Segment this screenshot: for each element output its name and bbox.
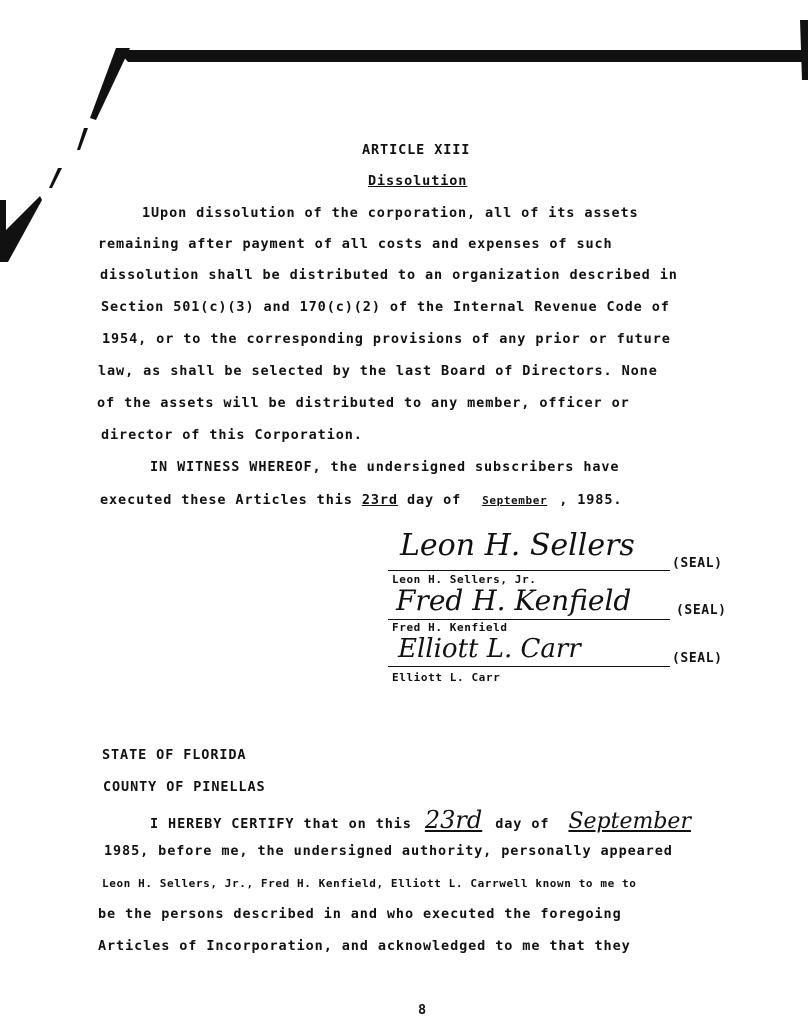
witness-month: September: [482, 494, 548, 507]
witness-day-of: day of: [406, 492, 462, 508]
signer-name: Elliott L. Carr: [392, 671, 501, 684]
signature-script: Fred H. Kenfield: [396, 584, 632, 617]
witness-date-line: [100, 492, 622, 509]
witness-day: 23rd: [361, 492, 398, 508]
signer-name: Fred H. Kenfield: [392, 621, 508, 634]
notary-line: 1985, before me, the undersigned authority, personally appeared: [104, 843, 673, 859]
signature-line: [388, 570, 670, 571]
notary-certify-line: [150, 806, 701, 834]
body-line: director of this Corporation.: [101, 427, 363, 443]
body-line: remaining after payment of all costs and expenses of such: [98, 236, 613, 252]
certify-day-of: day of: [495, 816, 550, 832]
signer-name: Leon H. Sellers, Jr.: [392, 573, 537, 586]
body-line: dissolution shall be distributed to an organization described in: [100, 267, 678, 283]
witness-year: , 1985.: [559, 492, 623, 508]
witness-prefix: executed these Articles this: [100, 492, 353, 508]
seal-label: (SEAL): [676, 603, 727, 618]
signature-line: [388, 666, 670, 667]
notary-line: be the persons described in and who executed the foregoing: [98, 906, 622, 922]
page-number: 8: [418, 1002, 428, 1018]
body-line: of the assets will be distributed to any member, officer or: [97, 395, 630, 411]
notary-state: STATE OF FLORIDA: [102, 747, 247, 763]
witness-line: IN WITNESS WHEREOF, the undersigned subscribers have: [150, 459, 620, 475]
body-line: 1Upon dissolution of the corporation, all of its assets: [142, 205, 639, 221]
body-line: Section 501(c)(3) and 170(c)(2) of the Internal Revenue Code of: [101, 299, 670, 315]
notary-county: COUNTY OF PINELLAS: [103, 779, 266, 795]
certify-month: September: [568, 809, 691, 834]
signature-script: Leon H. Sellers: [400, 528, 635, 563]
seal-label: (SEAL): [672, 651, 723, 666]
signature-script: Elliott L. Carr: [398, 634, 581, 664]
body-line: 1954, or to the corresponding provisions of any prior or future: [102, 331, 671, 347]
notary-line: Articles of Incorporation, and acknowledged to me that they: [98, 938, 631, 954]
certify-day: 23rd: [424, 806, 483, 834]
notary-line: Leon H. Sellers, Jr., Fred H. Kenfield, Elliott L. Carrwell known to me to: [102, 877, 637, 890]
seal-label: (SEAL): [672, 556, 723, 571]
certify-prefix: I HEREBY CERTIFY that on this: [150, 816, 412, 832]
signature-line: [388, 619, 670, 620]
article-title: Dissolution: [368, 173, 468, 189]
body-line: law, as shall be selected by the last Board of Directors. None: [98, 363, 658, 379]
article-heading: ARTICLE XIII: [362, 142, 471, 158]
